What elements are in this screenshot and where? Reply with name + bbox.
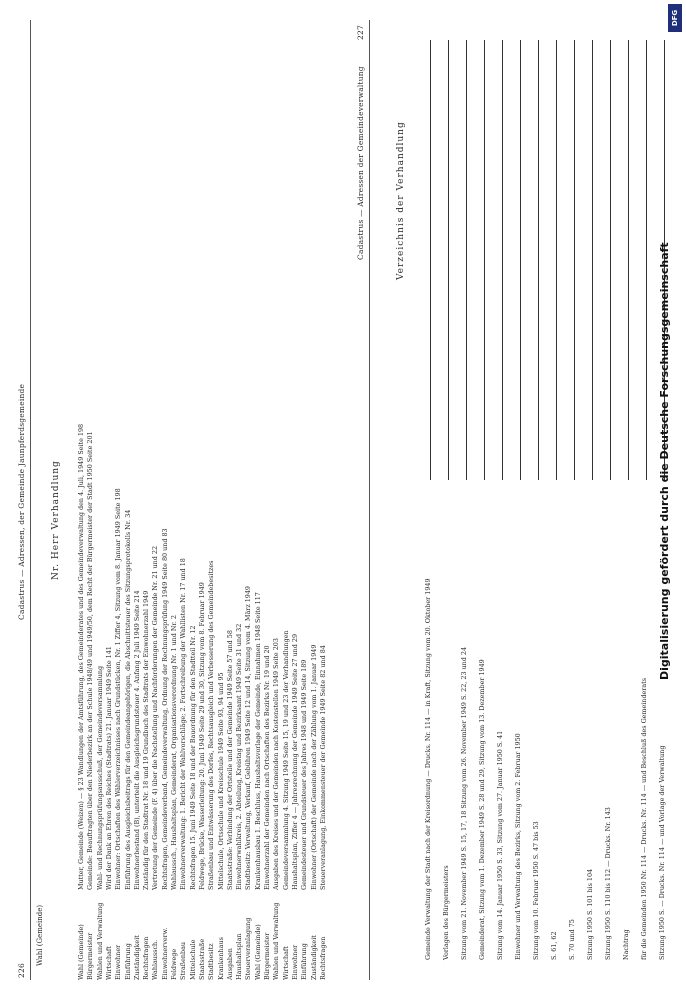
right-row-text: Sitzung vom 14. Januar 1950 S. 33, Sitzung vom 27. Januar 1950 S. 41 (496, 730, 504, 960)
blank-entry-rule (610, 40, 611, 480)
left-row-label: Wahl (Gemeinde) (253, 924, 262, 980)
right-row-text: Sitzung 1950 S. — Drucks. Nr. 114 — und Vorlage der Verwaltung (658, 745, 666, 960)
right-page-rotated-content (343, 0, 686, 1000)
right-page-number: 227 (356, 25, 365, 40)
left-row-text: Einwohner: Ortschaften des Wählerverzeichnisses nach Grundstücken, Nr. 1 Ziffer 4, Sitzung vom 8. Januar 1949 Seite 198 (114, 488, 123, 890)
left-row-text: Gemeindesteuer und Grundsteuer des Jahres 1948 und 1949 Seite 189 (300, 659, 309, 890)
header-rule (30, 20, 31, 980)
left-row-text: Gemeindeversammlung 4. Sitzung 1949 Seite 15, 19 und 23 der Verhandlungen (281, 630, 290, 890)
left-row-text: Zuständig für den Stadtrat Nr. 18 und 19 Grundbuch des Stadtrats der Einwohnerzahl 1949 (142, 590, 151, 890)
right-page (343, 0, 686, 1000)
blank-entry-rule (538, 40, 539, 480)
right-row-text: Sitzung 1950 S. 110 bis 112 — Drucks. Nr. 143 (604, 807, 612, 960)
left-row-text: Einwohner (Ortschaft) der Gemeinde nach der Zählung vom 1. Januar 1949 (309, 644, 318, 890)
left-row-text: Mutter, Gemeinde (Weizen) — § 23 Wandlungen der Amtsführung, des Gemeinderates und des Gemeindeverwaltung den 4. Juli, 1949 Seite 198 (77, 423, 85, 890)
right-row-text: Sitzung vom 10. Februar 1950 S. 47 bis 53 (532, 821, 540, 960)
left-row-label: Wahl (Gemeinde) (77, 924, 85, 980)
left-row-label: Steuerveranlagung (244, 917, 253, 980)
left-row-text: Ausgaben des Kreises und der Gemeinden nach Kostenstellen 1949 Seite 203 (272, 638, 281, 890)
left-row-text: Krankenhausbau 1. Beschluss, Haushaltsvorlage der Gemeinde, Einnahmen 1948 Seite 117 (253, 592, 262, 890)
left-row-label: Einführung (123, 943, 132, 980)
left-row-text: Wird der Dank an Ehren des Reiches (Stadtrats) 21. Januar 1949 Seite 141 (104, 646, 113, 890)
right-row-text: Vorlagen des Bürgermeisters (442, 865, 450, 960)
left-row-text: Einführung des Ausgleichsbeitrags für den Gemeindeangehörigen, die Abschnittsteuer des Sitzungsprotokolls Nr. 34 (123, 509, 132, 890)
right-row-text: für die Gemeinden 1950 Nr. 114 — Drucks. Nr. 114 — und Beschluß des Gemeinderats (640, 677, 648, 960)
blank-entry-rule (430, 40, 431, 480)
left-row-label: Mittelschule (188, 939, 197, 980)
header-rule (369, 20, 370, 980)
left-row-label: Haushaltsplan (235, 933, 244, 980)
left-row-text: Haushaltsplan, Ziffer 4 — Jahresrechnung der Gemeinde 1949 Seite 27 und 29 (290, 633, 299, 890)
left-row-text: Wahlaussch., Haushaltsplan, Gemeinderat, Organisationsverordnung Nr. 1 und Nr. 2 (170, 615, 178, 890)
left-row-label: Stadtbesitz (207, 943, 216, 980)
left-row-label: Einführung (300, 943, 309, 980)
left-row-text: Rechtsfragen 15. Juni 1949 Seite 18 und der Bauordnung für den Stadtteil Nr. 12 (188, 625, 197, 890)
left-row-text: Einwohnerzahl der Gemeinden nach Ortschaften des Bezirks Nr. 19 und 20 (263, 645, 271, 890)
left-row-label: Zuständigkeit (132, 935, 141, 980)
left-row-label: Bürgermeister (263, 932, 271, 980)
left-row-text: Straßenbau und Entwässerung des Dorfes, Rechtsausgleich und Verbesserung des Gemeindebesitzes (207, 560, 216, 890)
blank-entry-rule (466, 40, 467, 480)
right-row-text: Einwohner und Verwaltung des Bezirks, Sitzung vom 2. Februar 1950 (514, 733, 522, 960)
left-row-label: Rechtsfragen (142, 936, 151, 980)
left-row-label: Rechtsfragen (318, 936, 327, 980)
left-row-text: Rechtsfragen, Gemeindeverband, Gemeindeverwaltung, Ordnung der Rechnungsprüfung 1949 Seite 80 und 83 (160, 528, 169, 890)
blank-entry-rule (520, 40, 521, 480)
left-page-number: 226 (17, 963, 26, 978)
left-margin-label: Wahl (Gemeinde) (36, 904, 44, 966)
right-page-header: Cadastrus — Adressen der Gemeindeverwaltung (356, 66, 365, 260)
right-row-text: S. 61, 62 (550, 931, 558, 960)
left-row-text: Vertretung der Gemeinde (F. 4) über die Nachstellung und Nachforderungen der Gemeinde Nr. 21 und 22 (151, 545, 160, 890)
right-row-text: Sitzung vom 21. November 1949 S. 15, 17, 18 Sitzung vom 26. November 1949 S. 22, 23 und 24 (460, 646, 468, 960)
blank-entry-rule (628, 40, 629, 480)
left-row-text: Einwohnerbestand (B), unterteilt die Ausgleichsgrundsteuer 4. Anfang 2 Juli 1949 Seite 214 (132, 590, 141, 890)
right-row-text: Gemeinderat, Sitzung vom 1. Dezember 1949 S. 28 und 29, Sitzung vom 13. Dezember 1949 (478, 659, 486, 960)
left-row-text: Gemeinde: Beauftragten über den Niederbezirk an der Schule 1948/49 und 1949/50, dem Recht der Bürgermeister der Stadt 1950 Seite 201 (86, 431, 95, 890)
blank-entry-rule (484, 40, 485, 480)
left-row-text: Feldwege, Brücke, Wasserleitung: 20. Juni 1949 Seite 29 und 30, Sitzung vom 8. Februar 1949 (197, 582, 206, 890)
left-row-label: Wahlen und Verwaltung (95, 902, 104, 980)
left-row-label: Bürgermeister (86, 932, 95, 980)
left-row-label: Einwohner (114, 944, 123, 980)
right-row-text: Sitzung 1950 S. 101 bis 104 (586, 868, 594, 960)
blank-entry-rule (556, 40, 557, 480)
left-row-label: Staatsstraße (197, 938, 206, 980)
right-row-text: Gemeinde Verwaltung der Stadt nach der Kreisordnung — Drucks. Nr. 114 — in Kraft, Sitzung vom 20. Oktober 1949 (424, 578, 432, 960)
right-row-text: S. 70 und 75 (568, 919, 576, 960)
left-row-text: Wahl- und Rechnungsprüfungsausschuß, der Gemeindeversammlung (95, 665, 104, 890)
left-row-label: Feldwege (170, 948, 178, 980)
blank-entry-rule (574, 40, 575, 480)
digitization-note: Digitalisierung gefördert durch die Deutsche Forschungsgemeinschaft (658, 242, 671, 680)
right-row-text: Nachtrag (622, 929, 630, 960)
left-row-label: Einwohner (290, 944, 299, 980)
left-row-text: Einwohnerwahlkreis, 2. Abteilung, Kreistag und Bezirksamt 1949 Seite 31 und 32 (235, 623, 244, 890)
left-row-label: Wahlaussch. (151, 939, 160, 980)
right-page-title: Verzeichnis der Verhandlung (396, 121, 406, 280)
left-row-label: Wahlen und Verwaltung (272, 902, 281, 980)
left-row-label: Wirtschaft (104, 946, 113, 980)
left-row-label: Zuständigkeit (309, 935, 318, 980)
left-page-header: Cadastrus — Adressen, der Gemeinde Jaunpferdsgemeinde (17, 383, 26, 620)
blank-entry-rule (592, 40, 593, 480)
left-row-text: Stadtbesitz: Verwaltung, Verkauf, Gebühren 1949 Seite 12 und 14, Sitzung vom 4. März 1949 (244, 586, 253, 890)
blank-entry-rule (502, 40, 503, 480)
left-row-text: Mittelschule, Ortsschule und Kreisschule 1949 Seite 93, 94 und 95 (216, 672, 225, 890)
dfg-logo: DFG (668, 4, 682, 32)
blank-entry-rule (646, 40, 647, 480)
left-row-label: Krankenhaus (216, 937, 225, 980)
blank-entry-rule (448, 40, 449, 480)
left-page-title: Nr. Herr Verhandlung (51, 460, 61, 580)
left-row-label: Ausgaben (225, 948, 234, 980)
left-row-label: Einwohnerverw. (160, 927, 169, 980)
left-row-text: Einwohnerverwaltung: 1. Bericht der Wahlvorschläge; 2. Fortschreibung der Wahllisten Nr. 17 und 18 (179, 558, 188, 890)
left-row-label: Wirtschaft (281, 946, 290, 980)
left-row-label: Straßenbau (179, 942, 188, 980)
left-row-text: Staatsstraße: Verbindung der Ortsteile und der Gemeinde 1949 Seite 57 und 58 (225, 630, 234, 890)
left-row-text: Steuerveranlagung, Einkommensteuer der Gemeinde 1949 Seite 82 und 84 (318, 645, 327, 890)
